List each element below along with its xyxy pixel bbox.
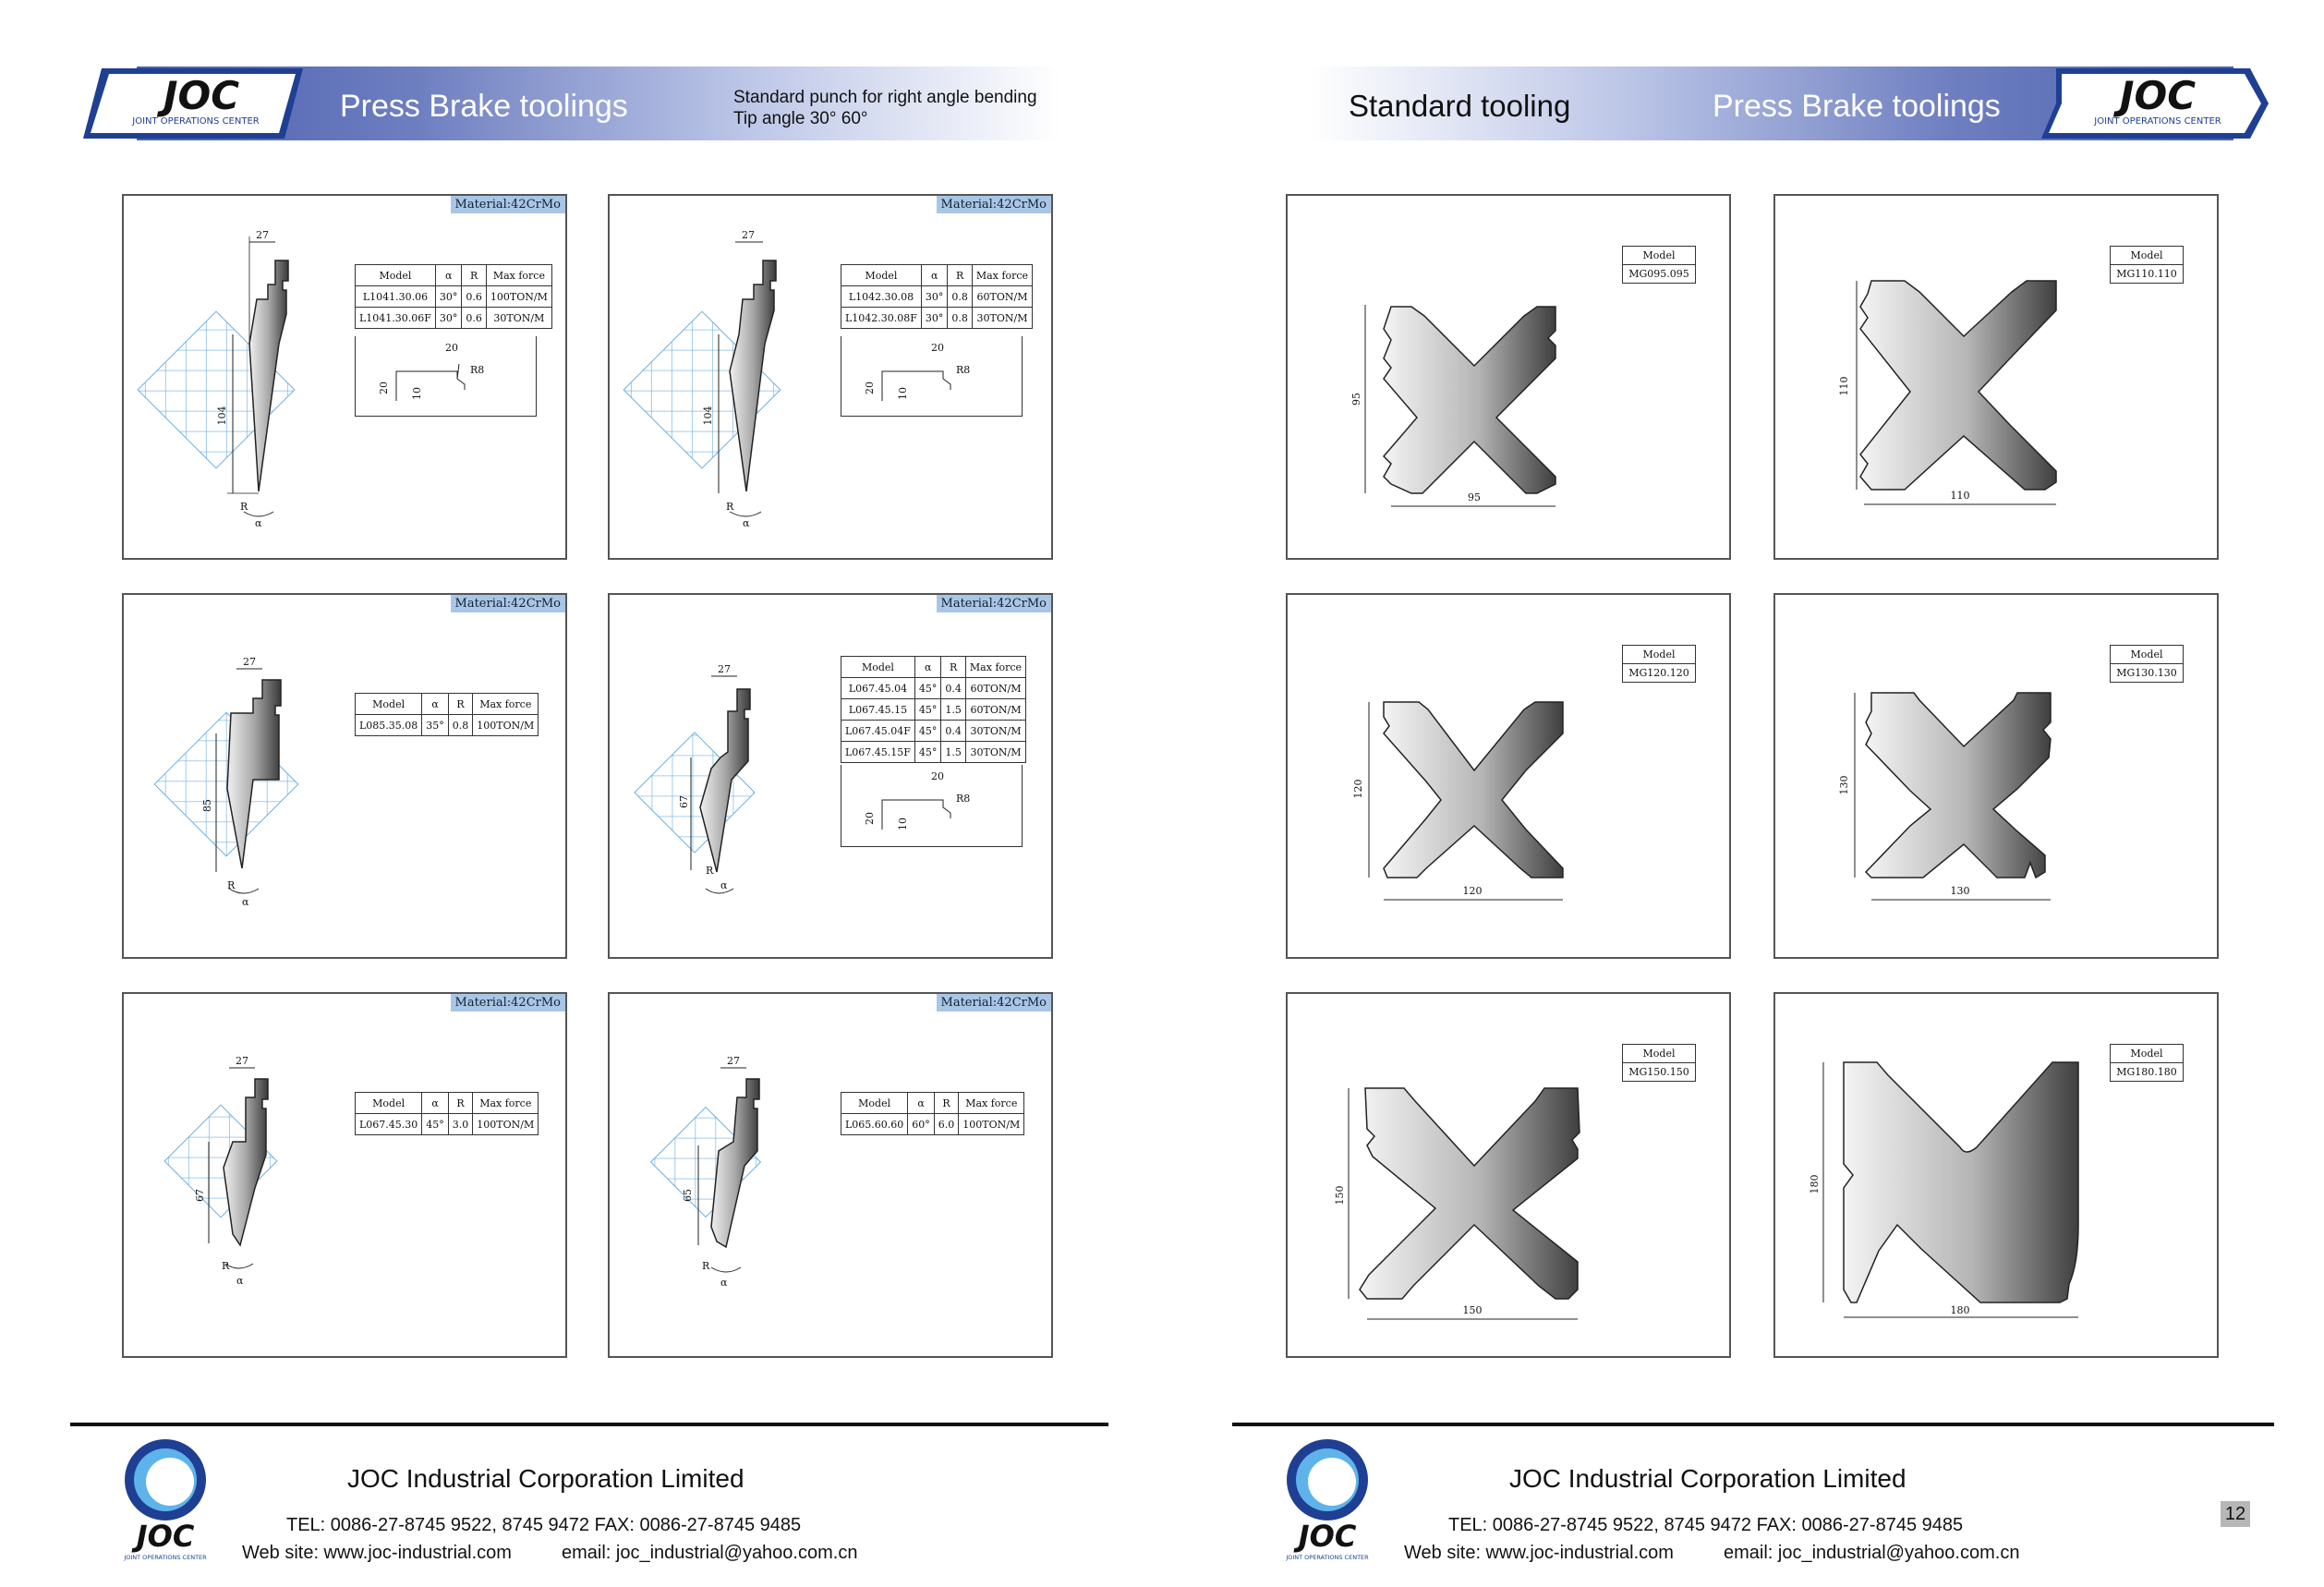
dim-r: R [222,1260,230,1272]
die-panel-1 [1286,194,1731,560]
tip-detail [841,765,1023,847]
table-row: L067.45.15 45° 1.5 60TON/M [841,699,1026,721]
dim-width: 27 [256,229,269,241]
dim-r: R [706,865,714,877]
model-box: Model MG180.180 [2110,1044,2184,1082]
spec-table: Model α R Max force L065.60.60 60° 6.0 100TON/M [841,1092,1024,1135]
svg-text:10: 10 [897,818,909,830]
dim-r: R [726,501,734,513]
website-link[interactable]: Web site: www.joc-industrial.com [242,1543,512,1563]
punch-drawing [610,994,1055,1360]
svg-text:JOINT OPERATIONS CENTER: JOINT OPERATIONS CENTER [124,1554,207,1561]
table-row: L067.45.04 45° 0.4 60TON/M [841,678,1026,699]
website-link[interactable]: Web site: www.joc-industrial.com [1404,1543,1674,1563]
model-box: Model MG120.120 [1622,645,1696,683]
svg-text:20: 20 [864,812,876,825]
dim-alpha: α [720,879,728,891]
die-panel-6 [1773,992,2219,1358]
svg-text:10: 10 [411,387,423,400]
dim-height: 67 [194,1189,206,1202]
email-link[interactable]: email: joc_industrial@yahoo.com.cn [562,1543,858,1563]
svg-text:R8: R8 [470,364,485,376]
dim-width: 130 [1950,885,1970,897]
svg-text:JOC: JOC [2119,73,2197,118]
page-title: Press Brake toolings [340,89,628,124]
svg-text:20: 20 [378,382,390,394]
die-drawing [1775,196,2221,562]
model-box: Model MG150.150 [1622,1044,1696,1082]
dim-alpha: α [743,517,750,529]
dim-height: 150 [1334,1185,1346,1205]
table-row: L085.35.08 35° 0.8 100TON/M [356,715,539,736]
dim-height: 95 [1350,393,1362,406]
joc-logo [81,67,303,140]
table-row: L1042.30.08F 30° 0.8 30TON/M [841,308,1033,329]
table-row: L067.45.30 45° 3.0 100TON/M [356,1114,539,1135]
spec-table: Model α R Max force L067.45.04 45° 0.4 60TON/M L067.45.15 45° 1.5 60TON/M L067.45.04F 45° 0.4 30TON/M L067.45.15F 45° 1.5 30TON/M [841,656,1026,763]
page-number: 12 [2221,1501,2250,1527]
svg-text:10: 10 [897,387,909,400]
dim-width: 27 [742,229,755,241]
company-name: JOC Industrial Corporation Limited [1509,1464,1906,1493]
die-drawing [1775,994,2221,1360]
dim-height: 180 [1809,1174,1821,1194]
model-box: Model MG110.110 [2110,246,2184,284]
company-logo [1277,1434,1378,1563]
svg-text:JOINT OPERATIONS CENTER: JOINT OPERATIONS CENTER [2094,116,2221,127]
material-label: Material:42CrMo [937,994,1051,1012]
punch-drawing [124,994,569,1360]
contact-phone: TEL: 0086-27-8745 9522, 8745 9472 FAX: 0086-27-8745 9485 [1448,1515,1964,1535]
dim-height: 65 [682,1189,694,1202]
material-label: Material:42CrMo [451,595,565,612]
spec-table: Model α R Max force L1041.30.06 30° 0.6 100TON/M L1041.30.06F 30° 0.6 30TON/M [355,264,552,329]
dim-alpha: α [242,896,249,908]
dim-height: 130 [1838,775,1850,795]
dim-r: R [702,1260,710,1272]
dim-width: 27 [718,663,731,675]
dim-width: 180 [1950,1304,1970,1316]
die-panel-4 [1773,593,2219,959]
tip-detail [355,336,537,417]
dim-width: 27 [236,1055,248,1067]
die-panel-3 [1286,593,1731,959]
dim-height: 104 [216,406,228,426]
svg-text:20: 20 [931,770,944,782]
dim-width: 120 [1462,885,1483,897]
table-row: L067.45.15F 45° 1.5 30TON/M [841,742,1026,763]
table-row: L1041.30.06F 30° 0.6 30TON/M [356,308,552,329]
die-drawing [1775,595,2221,961]
dim-width: 27 [727,1055,740,1067]
svg-text:JOC: JOC [1298,1519,1357,1554]
svg-text:20: 20 [864,382,876,394]
punch-drawing [124,595,569,961]
svg-text:JOINT OPERATIONS CENTER: JOINT OPERATIONS CENTER [1286,1554,1369,1561]
svg-text:JOC: JOC [136,1519,195,1554]
dim-alpha: α [720,1277,728,1289]
page-title: Press Brake toolings [1713,89,2001,124]
spec-table: Model α R Max force L067.45.30 45° 3.0 100TON/M [355,1092,539,1135]
die-drawing [1288,994,1733,1360]
joc-logo [2040,67,2261,140]
die-panel-2 [1773,194,2219,560]
company-name: JOC Industrial Corporation Limited [347,1464,744,1493]
table-row: L065.60.60 60° 6.0 100TON/M [841,1114,1024,1135]
table-row: L067.45.04F 45° 0.4 30TON/M [841,721,1026,742]
svg-text:20: 20 [445,342,458,354]
dim-r: R [227,879,236,891]
punch-panel-5 [122,992,567,1358]
dim-width: 150 [1462,1304,1483,1316]
punch-panel-1 [122,194,567,560]
die-panel-5 [1286,992,1731,1358]
table-row: L1042.30.08 30° 0.8 60TON/M [841,286,1033,308]
svg-text:JOINT OPERATIONS CENTER: JOINT OPERATIONS CENTER [132,116,260,127]
punch-panel-3 [122,593,567,959]
punch-panel-6 [608,992,1053,1358]
die-drawing [1288,595,1733,961]
material-label: Material:42CrMo [451,994,565,1012]
dim-alpha: α [236,1275,244,1287]
material-label: Material:42CrMo [937,595,1051,612]
footer-rule [70,1423,1108,1426]
email-link[interactable]: email: joc_industrial@yahoo.com.cn [1724,1543,2020,1563]
dim-height: 110 [1838,376,1850,396]
contact-phone: TEL: 0086-27-8745 9522, 8745 9472 FAX: 0086-27-8745 9485 [286,1515,802,1535]
dim-r: R [240,501,248,513]
tip-detail [841,336,1023,417]
svg-text:R8: R8 [956,364,971,376]
dim-height: 67 [678,795,690,808]
dim-width: 95 [1468,491,1481,503]
right-page [1162,0,2324,1587]
dim-height: 120 [1352,779,1364,799]
dim-width: 27 [243,656,256,668]
subtitle-line2: Tip angle 30° 60° [733,109,868,128]
company-logo [115,1434,216,1563]
svg-text:20: 20 [931,342,944,354]
model-box: Model MG130.130 [2110,645,2184,683]
spec-table: Model α R Max force L085.35.08 35° 0.8 100TON/M [355,693,539,736]
material-label: Material:42CrMo [451,196,565,213]
svg-text:R8: R8 [956,793,971,805]
table-row: L1041.30.06 30° 0.6 100TON/M [356,286,552,308]
dim-height: 85 [201,799,213,812]
material-label: Material:42CrMo [937,196,1051,213]
subtitle-line1: Standard punch for right angle bending [733,88,1037,107]
punch-panel-2 [608,194,1053,560]
model-box: Model MG095.095 [1622,246,1696,284]
footer-rule [1232,1423,2274,1426]
punch-panel-4 [608,593,1053,959]
die-drawing [1288,196,1733,562]
spec-table: Model α R Max force L1042.30.08 30° 0.8 60TON/M L1042.30.08F 30° 0.8 30TON/M [841,264,1033,329]
svg-text:JOC: JOC [163,73,240,118]
dim-height: 104 [702,406,714,426]
dim-alpha: α [255,517,262,529]
section-title: Standard tooling [1349,89,1571,123]
dim-width: 110 [1950,490,1970,502]
